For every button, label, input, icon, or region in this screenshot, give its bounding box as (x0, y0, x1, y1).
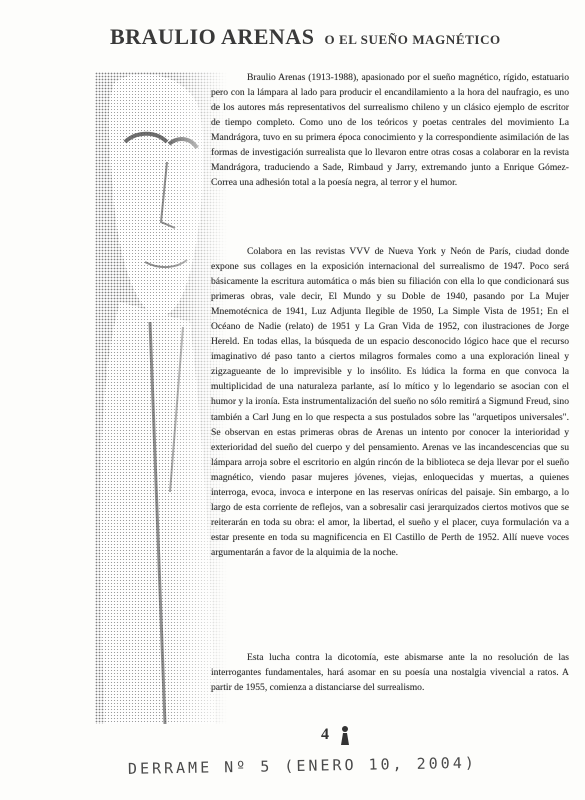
article-subtitle: O EL SUEÑO MAGNÉTICO (324, 32, 501, 47)
article-title-row (110, 24, 570, 58)
portrait-figure (95, 72, 227, 724)
paragraph-text: Braulio Arenas (1913-1988), apasionado por el sueño magnético, rígido, estatuario pero con la lámpara al lado para producir el encandilamiento a la hora del naufragio, es uno de los autores más representativos del surrealismo chileno y un clásico ejemplo de escritor de tiempo completo. Como uno de los teóricos y poetas centrales del movimiento La Mandrágora, tuvo en su primera época conocimiento y la correspondiente asimilación de las formas de investigación surrealista que lo llevaron entre otras cosas a colaborar en la revista Mandrágora, traduciendo a Sade, Rimbaud y Jarry, extremando junto a Enrique Gómez-Correa una adhesión total a la poesía negra, al terror y el humor. (211, 72, 569, 189)
handwritten-note: DERRAME Nº 5 (ENERO 10, 2004) (127, 753, 477, 778)
article-paragraph-2 (211, 244, 569, 560)
article-paragraph-3 (211, 650, 569, 695)
paragraph-text: Colabora en las revistas VVV de Nueva York y Neón de París, ciudad donde expone sus collages en la exposición internacional del surrealismo de 1947. Poco será básicamente la escritura automática o más bien su filiación con ella lo que condicionará sus primeras obras, vale decir, El Mundo y su Doble de 1940, pasando por La Mujer Mnemotécnica de 1941, Luz Adjunta Ilegible de 1950, La Simple Vista de 1951; En el Océano de Nadie (relato) de 1951 y La Gran Vida de 1952, con ilustraciones de Jorge Hereld. En todas ellas, la búsqueda de un espacio desconocido lógico hace que el recurso imaginativo dé paso tanto a ciertos milagros formales como a una exploración lineal y zigzagueante de lo imprevisible y lo insólito. Es lúdica la forma en que convoca la multiplicidad de una naturaleza parlante, así lo mítico y lo legendario se asocian con el humor y la ironía. Esta instrumentalización del sueño no sólo remitirá a Sigmund Freud, sino también a Carl Jung en lo que respecta a sus postulados sobre las "arquetipos universales". Se observan en estas primeras obras de Arenas un intento por conocer la interioridad y exterioridad del sueño del cuerpo y del pensamiento. Arenas ve las incandescencias que su lámpara arroja sobre el escritorio en algún rincón de la biblioteca se deja llevar por el sueño magnético, viendo pasar mujeres jóvenes, viejas, enloquecidas y muertas, a quienes interroga, evoca, invoca e interpone en las reservas oníricas del paisaje. Sin embargo, a lo largo de esta corriente de reflejos, van a sobresalir casi jerarquizados ciertos motivos que se reiterarán en toda su obra: el amor, la libertad, el sueño y el placer, cuya formulación va a estar presente en toda su magnificencia en El Castillo de Perth de 1952. Allí nueve voces argumentarán a favor de la alquimia de la noche. (211, 246, 569, 558)
author-portrait-image (95, 72, 227, 724)
article-paragraph-1 (211, 70, 569, 190)
page-number: 4 (321, 726, 329, 743)
page-ornament-icon (338, 724, 352, 746)
paragraph-text: Esta lucha contra la dicotomía, este abismarse ante la no resolución de las interrogantes fundamentales, hará asomar en su poesía una nostalgia vivencial a ratos. A partir de 1955, comienza a distanciarse del surrealismo. (211, 652, 569, 694)
article-title: BRAULIO ARENAS (110, 24, 315, 49)
